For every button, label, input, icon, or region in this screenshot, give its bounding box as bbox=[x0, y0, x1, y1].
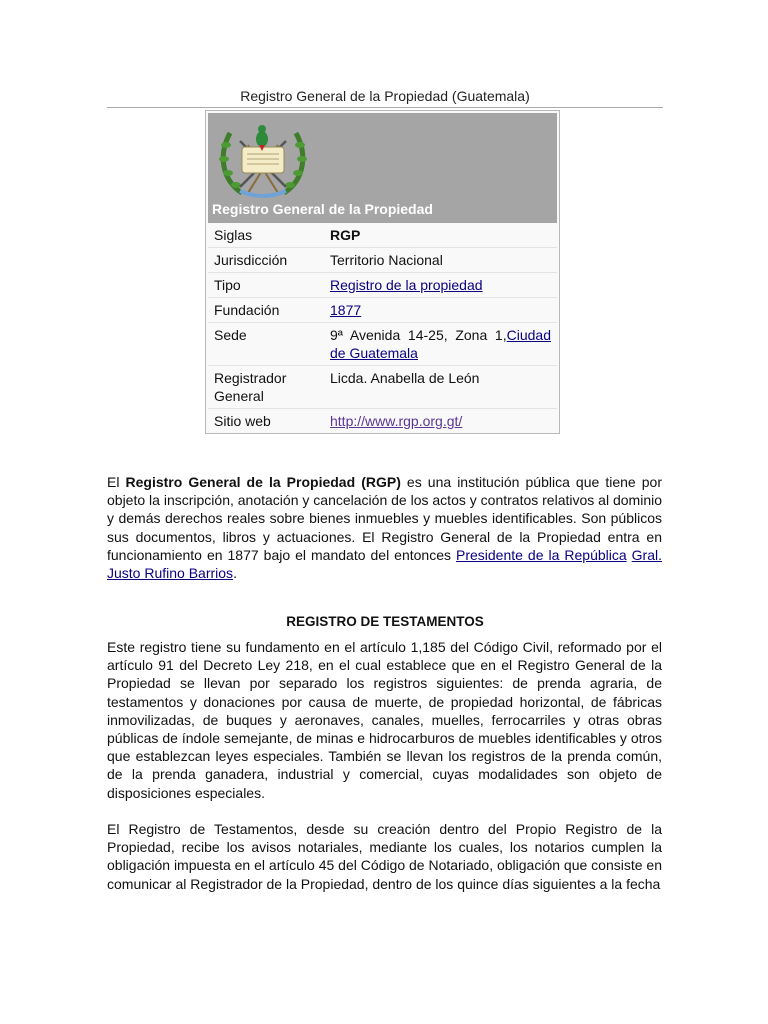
ciudad-link[interactable]: Ciudad de Guatemala bbox=[330, 327, 551, 361]
info-label: Siglas bbox=[214, 227, 253, 243]
intro-body: es una institución pública que tiene por objeto la inscripción, anotación y cancelación de los actos y contratos relativos al dominio y demás derechos reales sobre bienes inmuebles y muebles identificables. Son públicos sus documentos, libros y actuaciones. El Registro General de la Propiedad entra en funcionamiento en 1877 bajo el mandato del entonces bbox=[107, 474, 662, 563]
info-label: Fundación bbox=[214, 302, 280, 318]
info-row-registrador bbox=[208, 366, 557, 409]
info-value-cell bbox=[320, 298, 557, 322]
title-divider bbox=[107, 107, 663, 108]
info-row-sitio-web bbox=[208, 409, 557, 433]
info-row-siglas bbox=[208, 223, 557, 248]
info-label: Tipo bbox=[214, 277, 241, 293]
intro-end: . bbox=[233, 565, 237, 582]
info-row-sede bbox=[208, 323, 557, 366]
info-value: Territorio Nacional bbox=[330, 252, 443, 268]
info-value: Licda. Anabella de León bbox=[330, 370, 480, 386]
intro-paragraph bbox=[107, 473, 662, 582]
page-title: Registro General de la Propiedad (Guatemala) bbox=[240, 88, 530, 104]
infobox bbox=[205, 110, 560, 434]
info-row-fundacion bbox=[208, 298, 557, 323]
info-value-cell bbox=[320, 273, 557, 297]
intro-prefix: El bbox=[107, 474, 126, 490]
tipo-link[interactable]: Registro de la propiedad bbox=[330, 277, 483, 293]
infobox-name: Registro General de la Propiedad bbox=[212, 201, 433, 217]
info-row-tipo bbox=[208, 273, 557, 298]
gral-link[interactable]: Gral. bbox=[631, 546, 662, 563]
info-label: Sede bbox=[214, 327, 247, 343]
info-label: Jurisdicción bbox=[214, 252, 288, 268]
section-paragraph-1: Este registro tiene su fundamento en el artículo 1,185 del Código Civil, reformado por el artículo 91 del Decreto Ley 218, en el cual establece que en el Registro General de la Propiedad se llevan por separado los registros siguientes: de prenda agraria, de testamentos y donaciones por causa de muerte, de propiedad horizontal, de fábricas inmovilizadas, de buques y aeronaves, canales, muelles, ferrocarriles y otras obras públicas de índole semejante, de minas e hidrocarburos de muebles identificables y otros que establezcan leyes especiales. También se llevan los registros de la prenda común, de la prenda ganadera, industrial y comercial, cuyas modalidades son objeto de disposiciones especiales. bbox=[107, 639, 662, 801]
info-value: RGP bbox=[330, 227, 361, 243]
section-paragraph-2: El Registro de Testamentos, desde su creación dentro del Propio Registro de la Propiedad, recibe los avisos notariales, mediante los cuales, los notarios cumplen la obligación impuesta en el artículo 45 del Código de Notariado, obligación que consiste en comunicar al Registrador de la Propiedad, dentro de los quince días siguientes a la fecha bbox=[107, 821, 662, 892]
infobox-header bbox=[208, 113, 557, 223]
intro-bold-name: Registro General de la Propiedad (RGP) bbox=[125, 474, 401, 490]
website-link[interactable]: http://www.rgp.org.gt/ bbox=[330, 413, 463, 429]
section-heading: REGISTRO DE TESTAMENTOS bbox=[286, 614, 484, 629]
president-link[interactable]: Presidente de la República bbox=[456, 546, 627, 563]
fundacion-link[interactable]: 1877 bbox=[330, 302, 362, 318]
sede-address: 9ª Avenida 14-25, Zona 1, bbox=[330, 327, 507, 343]
info-row-jurisdiccion bbox=[208, 248, 557, 273]
info-label: Sitio web bbox=[214, 413, 271, 429]
barrios-link[interactable]: Justo Rufino Barrios bbox=[107, 565, 234, 582]
info-value-cell bbox=[320, 409, 557, 433]
info-label: Registrador General bbox=[214, 370, 287, 404]
info-value-cell bbox=[320, 323, 557, 365]
guatemala-coat-of-arms-icon bbox=[212, 115, 314, 201]
